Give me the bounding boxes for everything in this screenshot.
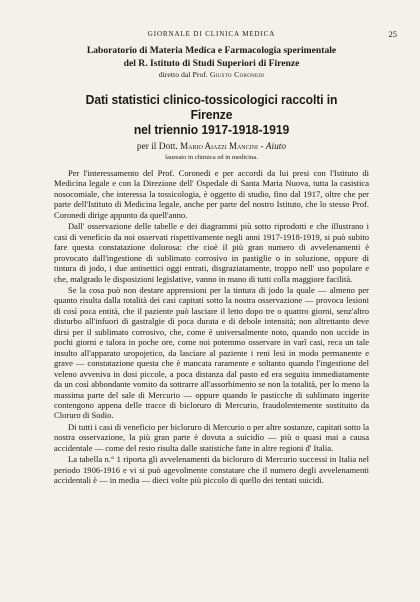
article-title bbox=[67, 92, 357, 137]
byline bbox=[54, 140, 369, 153]
byline-prefix: per il Dott. bbox=[136, 142, 178, 152]
body-paragraph: Dall' osservazione delle tabelle e dei diagrammi più sotto riprodotti e che illustrano i casi di veneficio da noi osservati rispettivamente negli anni 1917-1918-1919, si può subito fare questa constatazione dolorosa: che cioè il più gran numero di avvelenamenti è provocato dall'ingestione di sublimato corrosivo in pastiglie o in soluzione, oppure di tintura di jodo, i due antisettici oggi entrati, disgraziatamente, troppo nell' uso popolare e che, malgrado le disposizioni legislative, vanno in mano di tutti colla maggiore facilità. bbox=[54, 221, 369, 284]
journal-title: GIORNALE DI CLINICA MEDICA bbox=[147, 30, 276, 38]
author-role: Aiuto bbox=[265, 142, 287, 152]
director-name: Giusto Coronedi bbox=[209, 70, 265, 79]
affiliation-block bbox=[54, 44, 369, 70]
affiliation-line-2: del R. Istituto di Studi Superiori di Firenze bbox=[123, 58, 300, 69]
body-paragraph: Per l'interessamento del Prof. Coronedi e per accordi da lui presi con l'Istituto di Medicina legale e con la Direzione dell' Ospedale di Santa Maria Nuova, tutta la casistica nosocomiale, che interessa la tossicologia, è oggetto di studio, fino dal 1917, oltre che per parte dell'Istituto di Medicina legale, anche per parte del nostro Istituto, che lo stesso Prof. Coronedi dirige appunto da quell'anno. bbox=[54, 168, 369, 220]
author-name: Mario Aiazzi Mancini bbox=[180, 141, 258, 151]
body-paragraph: Di tutti i casi di veneficio per bicloruro di Mercurio o per altre sostanze, capitati sotto la nostra osservazione, la più gran parte è dovuta a suicidio — più o quasi mai a causa accidentale — come del resto risulta dalle statistiche fatte in altre regioni d' Italia. bbox=[54, 421, 369, 453]
author-degree: laureato in chimica ed in medicina. bbox=[165, 154, 258, 161]
director-line bbox=[54, 70, 369, 80]
author-role-separator: - bbox=[257, 142, 266, 152]
body-paragraph: Se la cosa può non destare apprensioni per la tintura di jodo la quale — almeno per quanto risulta dalla totalità dei casi capitati sotto la nostra osservazione — provoca lesioni di così poca entità, che il paziente può lasciare il letto dopo tre o quattro giorni, senz'altro disturbo all'infuori di gastralgie di poca durata e di debole intensità; non altrettanto deve dirsi per il sublimato corrosivo, che, come è universalmente noto, quando non uccide in pochi giorni e talora in poche ore, come noi potemmo osservare in varî casi, reca un tale insulto all'apparato uropojetico, da lasciare al paziente i reni lesi in modo permanente e grave — constatazione questa che è mancata raramente e soltanto quando l'ingestione del veleno avveniva in dosi piccole, a poca distanza dal pasto ed era seguita immediatamente da un così abbondante vomito da sottrarre all'assorbimento se non la totalità, per lo meno la massima parte del sale di Mercurio — oppure quando le pasticche di sublimato ingerite contengono appena delle tracce di bicloruro di Mercurio, fraudolentemente sostituito da Cloruro di Sodio. bbox=[54, 284, 369, 421]
director-prefix: diretto dal Prof. bbox=[158, 70, 208, 79]
article-title-line-2: nel triennio 1917-1918-1919 bbox=[133, 122, 290, 137]
article-body bbox=[54, 168, 369, 486]
page-number: 25 bbox=[388, 29, 397, 39]
body-paragraph: La tabella n.° 1 riporta gli avvelenamenti da bicloruro di Mercurio successi in Italia nel periodo 1906-1916 e vi si può agevolmente constatare che il numero degli avvelenamenti accidentali è — in media — dieci volte più piccolo di quello dei tentati suicidi. bbox=[54, 454, 369, 486]
affiliation-line-1: Laboratorio di Materia Medica e Farmacologia sperimentale bbox=[86, 45, 337, 56]
running-header bbox=[54, 0, 397, 39]
article-title-line-1: Dati statistici clinico-tossicologici raccolti in Firenze bbox=[85, 92, 338, 122]
